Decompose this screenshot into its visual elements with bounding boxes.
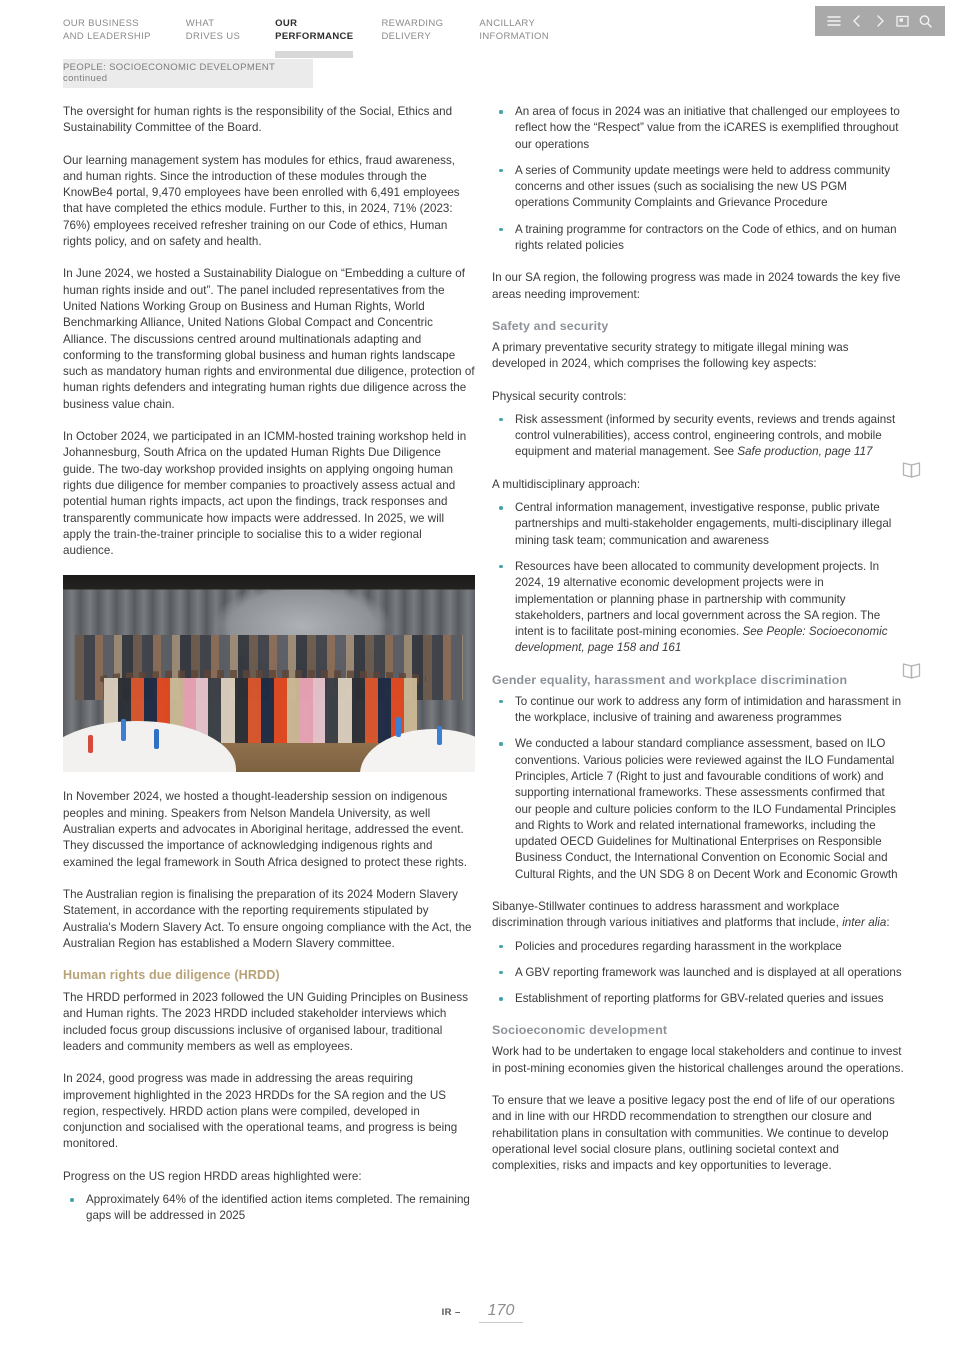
- list-physical-security: [492, 412, 904, 461]
- list-item: [492, 412, 904, 461]
- list-multidisciplinary: [492, 500, 904, 657]
- paragraph-oversight: The oversight for human rights is the responsibility of the Social, Ethics and Sustainability Committee of the Board.: [63, 105, 453, 135]
- search-icon[interactable]: [917, 12, 935, 30]
- heading-safety-and-security: Safety and security: [492, 318, 609, 333]
- paragraph-sa-region-intro: In our SA region, the following progress was made in 2024 towards the key five areas needing improvement:: [492, 271, 901, 301]
- paragraph-text: Sibanye-Stillwater continues to address harassment and workplace discrimination through various initiatives and platforms that include,: [492, 899, 843, 930]
- open-book-icon[interactable]: [901, 459, 922, 480]
- list-gender-equality: [492, 694, 904, 883]
- paragraph-multidisciplinary-approach: A multidisciplinary approach:: [492, 477, 641, 491]
- list-item: A GBV reporting framework was launched and is displayed at all operations: [492, 965, 904, 981]
- paragraph-hrdd-2024-progress: In 2024, good progress was made in addressing the areas requiring improvement highlighted in the 2023 HRDDs for the SA region and the US region, respectively. HRDD action plans were compiled, developed in conjunction and socialised with the operational teams, and progress is being monitored.: [63, 1072, 458, 1151]
- right-column: [492, 104, 904, 1191]
- photo-bottle: [121, 719, 126, 741]
- page-footer: [0, 1302, 965, 1323]
- page-number: 170: [479, 1302, 524, 1323]
- nav-tab-line-2: DRIVES US: [185, 31, 241, 42]
- paragraph-positive-legacy: To ensure that we leave a positive legacy post the end of life of our operations and in line with our HRDD recommendation to strengthen our closure and rehabilitation plans in consultation with communities. We continue to develop operational level social closure plans, outlining societal context and complexities, risks and impacts and key opportunities to leverage.: [492, 1094, 895, 1173]
- list-item: A training programme for contractors on the Code of ethics, and on human rights related policies: [492, 222, 904, 255]
- photo-bottle: [437, 726, 442, 745]
- list-item: [492, 559, 904, 657]
- breadcrumb: PEOPLE: SOCIOECONOMIC DEVELOPMENT continued: [63, 59, 313, 88]
- nav-tab-line-2: DELIVERY: [381, 31, 432, 42]
- paragraph-icmm-workshop: In October 2024, we participated in an ICMM-hosted training workshop held in Johannesburg, South Africa on the updated Human Rights Due Diligence guide. The two-day workshop provided insights on applying ongoing human rights due diligence for member companies to proactively assess actual and potential human rights impacts, act upon the findings, track responses and transparently communicate how impacts were addressed. In 2025, we will apply the train-the-trainer principle to socialise this to a wider regional audience.: [63, 430, 467, 558]
- list-item: We conducted a labour standard compliance assessment, based on ILO conventions. Various policies were reviewed against the ILO Fundamental Principles, Article 7 (Right to just and favourable conditions of work) and supporting international frameworks. These assessments confirmed that our people and culture policies conform to the ILO Fundamental Principles and Rights to Work and related international frameworks, including the updated OECD Guidelines for Multinational Enterprises on Responsible Business Conduct, the International Convention on Economic Social and Cultural Rights, and the UN SDG 8 on Decent Work and Economic Growth: [492, 736, 904, 883]
- paragraph-modern-slavery: The Australian region is finalising the preparation of its 2024 Modern Slavery Statement, in accordance with the reporting requirements stipulated by Australia's Modern Slavery Act. To ensure ongoing compliance with the Act, the Australian Region has established a Modern Slavery committee.: [63, 887, 472, 950]
- open-book-icon[interactable]: [901, 660, 922, 681]
- footer-label: IR –: [441, 1307, 461, 1318]
- list-item: Policies and procedures regarding harassment in the workplace: [492, 939, 904, 955]
- bookmark-icon[interactable]: [894, 12, 912, 30]
- list-item-text: Risk assessment (informed by security events, reviews and trends against control vulnerabilities), access control, engineering controls, and mobile equipment and material management. See: [515, 412, 896, 459]
- next-page-icon[interactable]: [871, 12, 889, 30]
- nav-tab-ancillary-information[interactable]: [479, 17, 549, 49]
- heading-socioeconomic-development: Socioeconomic development: [492, 1023, 668, 1038]
- nav-tab-list: [63, 17, 549, 49]
- cross-reference-socioeconomic-development[interactable]: See People: Socioeconomic development, page 158 and 161: [515, 625, 888, 655]
- menu-icon[interactable]: [825, 12, 843, 30]
- left-column: [63, 104, 475, 1241]
- list-item-text: Resources have been allocated to community development projects. In 2024, 19 alternative economic development projects were in implementation or planning phase in partnership with community stakeholders, partners and local government across the SA region. The intent is to facilitate post-mining economies.: [515, 559, 881, 639]
- list-item: Establishment of reporting platforms for GBV-related queries and issues: [492, 991, 904, 1007]
- nav-tab-our-business-and-leadership[interactable]: [63, 17, 151, 49]
- paragraph-sustainability-dialogue: In June 2024, we hosted a Sustainability Dialogue on “Embedding a culture of human rights inside and out”. The panel included representatives from the United Nations Working Group on Business and Human Rights, World Benchmarking Alliance, United Nations Global Compact and Concentric Alliance. The discussions centred around multinationals adapting and conforming to the transforming global business and human rights landscape such as mandatory human rights and environmental due diligence, protection of human rights defenders and integrating human rights due diligence across the business value chain.: [63, 267, 475, 411]
- list-item: Central information management, investigative response, public private partnerships and multi-stakeholder engagements, multi-disciplinary illegal mining task team; communication and awareness: [492, 500, 904, 549]
- inter-alia-italic: inter alia: [842, 916, 887, 930]
- group-photo: [63, 575, 475, 772]
- photo-bottle: [154, 729, 159, 749]
- list-item: To continue our work to address any form of intimidation and harassment in the workplace, inclusive of training and awareness programmes: [492, 694, 904, 727]
- paragraph-us-region-intro: Progress on the US region HRDD areas highlighted were:: [63, 1169, 362, 1183]
- list-item: Approximately 64% of the identified action items completed. The remaining gaps will be addressed in 2025: [63, 1192, 475, 1225]
- paragraph-text-end: :: [886, 916, 890, 930]
- list-item: A series of Community update meetings were held to address community concerns and other issues (such as socialising the new US PGM operations Community Complaints and Grievance Procedure: [492, 163, 904, 212]
- paragraph-hrdd-2023: The HRDD performed in 2023 followed the UN Guiding Principles on Business and Human rights. The 2023 HRDD included stakeholder interviews which included focus group discussions inclusive of organised labour, traditional leaders and community members as well as employees.: [63, 991, 469, 1053]
- paragraph-indigenous-session: In November 2024, we hosted a thought-leadership session on indigenous peoples and mining. Speakers from Nelson Mandela University, as well Australian experts and advocates in Aboriginal heritage, addressed the event. They discussed the importance of acknowledging indigenous rights and examined the legal framework in South Africa designed to protect these rights.: [63, 790, 467, 869]
- nav-tab-rewarding-delivery[interactable]: [381, 17, 443, 49]
- list-item: An area of focus in 2024 was an initiative that challenged our employees to reflect how the “Respect” value from the iCARES is exemplified throughout our operations: [492, 104, 904, 153]
- nav-tab-line-2: AND LEADERSHIP: [63, 31, 151, 42]
- nav-tab-line-1: OUR BUSINESS: [63, 18, 139, 29]
- paragraph-sibanye-stillwater-harassment: [492, 899, 904, 932]
- prev-page-icon[interactable]: [848, 12, 866, 30]
- nav-tab-line-1: ANCILLARY: [479, 18, 536, 29]
- nav-tab-line-1: OUR: [275, 18, 298, 29]
- photo-bottle: [396, 717, 401, 737]
- paragraph-learning-management: Our learning management system has modules for ethics, fraud awareness, and human rights. Since the introduction of these modules through the KnowBe4 portal, 9,470 employees have been enrolled with 6,491 employees that have completed the ethics module. Further to this, in 2024, 71% (2023: 76%) employees received refresher training on our Code of ethics, Human rights policy, and on safety and health.: [63, 153, 460, 249]
- photo-bottle: [88, 735, 93, 753]
- nav-tab-line-2: PERFORMANCE: [275, 31, 354, 42]
- nav-tab-line-1: REWARDING: [381, 18, 444, 29]
- viewer-toolbar: [815, 6, 945, 36]
- paragraph-physical-security-controls: Physical security controls:: [492, 389, 627, 403]
- list-platforms: [492, 939, 904, 1008]
- nav-tab-line-1: WHAT: [185, 18, 215, 29]
- heading-human-rights-due-diligence: Human rights due diligence (HRDD): [63, 968, 280, 983]
- nav-tab-our-performance[interactable]: [275, 17, 353, 49]
- list-us-region-progress: [63, 1192, 475, 1225]
- group-photo-image: [63, 575, 475, 772]
- nav-tab-line-2: INFORMATION: [479, 31, 549, 42]
- heading-gender-equality: Gender equality, harassment and workplace discrimination: [492, 672, 848, 687]
- paragraph-security-strategy: A primary preventative security strategy to mitigate illegal mining was developed in 2024, which comprises the following key aspects:: [492, 340, 849, 371]
- paragraph-local-stakeholders: Work had to be undertaken to engage local stakeholders and continue to invest in post-mining economies given the historical challenges around the operations.: [492, 1045, 904, 1075]
- nav-tab-what-drives-us[interactable]: [186, 17, 240, 49]
- list-focus-areas: [492, 104, 904, 254]
- cross-reference-safe-production[interactable]: Safe production, page 117: [737, 445, 873, 459]
